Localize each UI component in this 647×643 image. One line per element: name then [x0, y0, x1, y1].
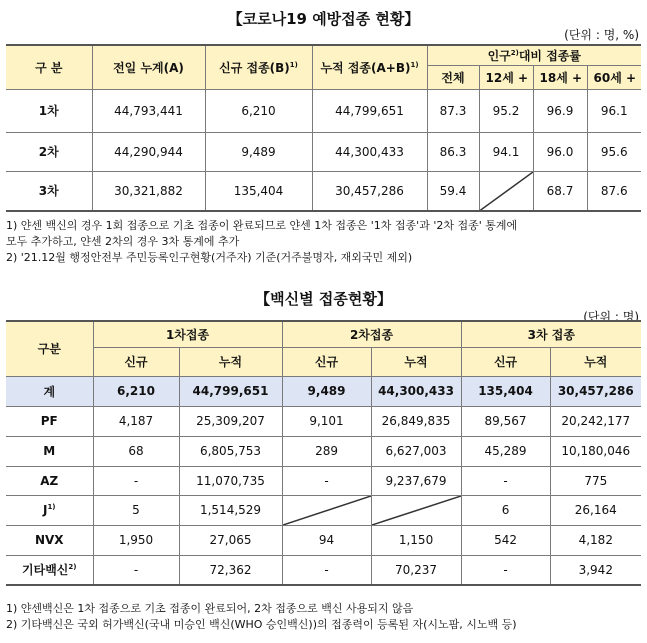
na-cell-slash	[282, 495, 371, 525]
header-new: 신규	[93, 347, 179, 376]
header-prev-cumulative: 전일 누계(A)	[92, 45, 205, 89]
header-cum: 누적	[371, 347, 461, 376]
table-row: 3차 30,321,882 135,404 30,457,286 59.4 68.7 87.6	[6, 171, 641, 211]
unit-label-2: (단위 : 명)	[583, 310, 639, 324]
table-row: NVX 1,950 27,065 94 1,150 542 4,182	[6, 525, 641, 555]
header-age60: 60세 +	[587, 65, 641, 89]
header-all: 전체	[427, 65, 479, 89]
unit-label-1: (단위 : 명, %)	[564, 28, 639, 42]
na-cell-slash	[479, 171, 533, 211]
vaccination-status-table	[6, 44, 641, 212]
vaccination-status-title: 【코로나19 예방접종 현황】	[227, 10, 420, 28]
header-dose3: 3차 접종	[461, 321, 641, 347]
header-new-dose: 신규 접종$(B)^{1)}$	[205, 45, 312, 89]
header-age18: 18세 +	[533, 65, 587, 89]
header-cum: 누적	[550, 347, 641, 376]
table-row-total: 계 6,210 44,799,651 9,489 44,300,433 135,404 30,457,286	[6, 376, 641, 406]
table-row: $J^{1)}$ 5 1,514,529 6 26,164	[6, 495, 641, 525]
header-category: 구 분	[6, 45, 92, 89]
note-line: 1) 얀센 백신의 경우 1회 접종으로 기초 접종이 완료되므로 얀센 1차 접종은 '1차 접종'과 '2차 접종' 통계에	[6, 219, 518, 232]
table-row: 1차 44,793,441 6,210 44,799,651 87.3 95.2 96.9 96.1	[6, 89, 641, 132]
header-new: 신규	[282, 347, 371, 376]
header-population-ratio: 인구$^{2)}$대비 접종률	[427, 45, 641, 65]
header-cumulative: 누적 접종$(A+B)^{1)}$	[312, 45, 427, 89]
table-row: AZ - 11,070,735 - 9,237,679 - 775	[6, 466, 641, 495]
note-line: 모두 추가하고, 얀센 2차의 경우 3차 통계에 추가	[6, 235, 240, 248]
header-new: 신규	[461, 347, 550, 376]
table-row: M 68 6,805,753 289 6,627,003 45,289 10,180,046	[6, 436, 641, 466]
na-cell-slash	[371, 495, 461, 525]
header-category-2: 구분	[6, 321, 93, 376]
table-row: 기타백신$^{2)}$ - 72,362 - 70,237 - 3,942	[6, 555, 641, 585]
table-row: 2차 44,290,944 9,489 44,300,433 86.3 94.1 96.0 95.6	[6, 132, 641, 171]
vaccine-type-table	[6, 320, 641, 586]
notes-2	[6, 601, 517, 633]
header-dose1: 1차접종	[93, 321, 282, 347]
note-line: 2) '21.12월 행정안전부 주민등록인구현황(거주자) 기준(거주불명자, 재외국민 제외)	[6, 251, 413, 264]
header-dose2: 2차접종	[282, 321, 461, 347]
table-row: PF 4,187 25,309,207 9,101 26,849,835 89,567 20,242,177	[6, 406, 641, 436]
note-line: 2) 기타백신은 국외 허가백신(국내 미승인 백신(WHO 승인백신))의 접종력이 등록된 자(시노팜, 시노백 등)	[6, 618, 517, 631]
note-line: 1) 얀센백신은 1차 접종으로 기초 접종이 완료되어, 2차 접종으로 백신 사용되지 않음	[6, 602, 414, 615]
header-cum: 누적	[179, 347, 282, 376]
header-age12: 12세 +	[479, 65, 533, 89]
notes-1	[6, 218, 517, 266]
vaccine-type-title: 【백신별 접종현황】	[255, 290, 392, 308]
